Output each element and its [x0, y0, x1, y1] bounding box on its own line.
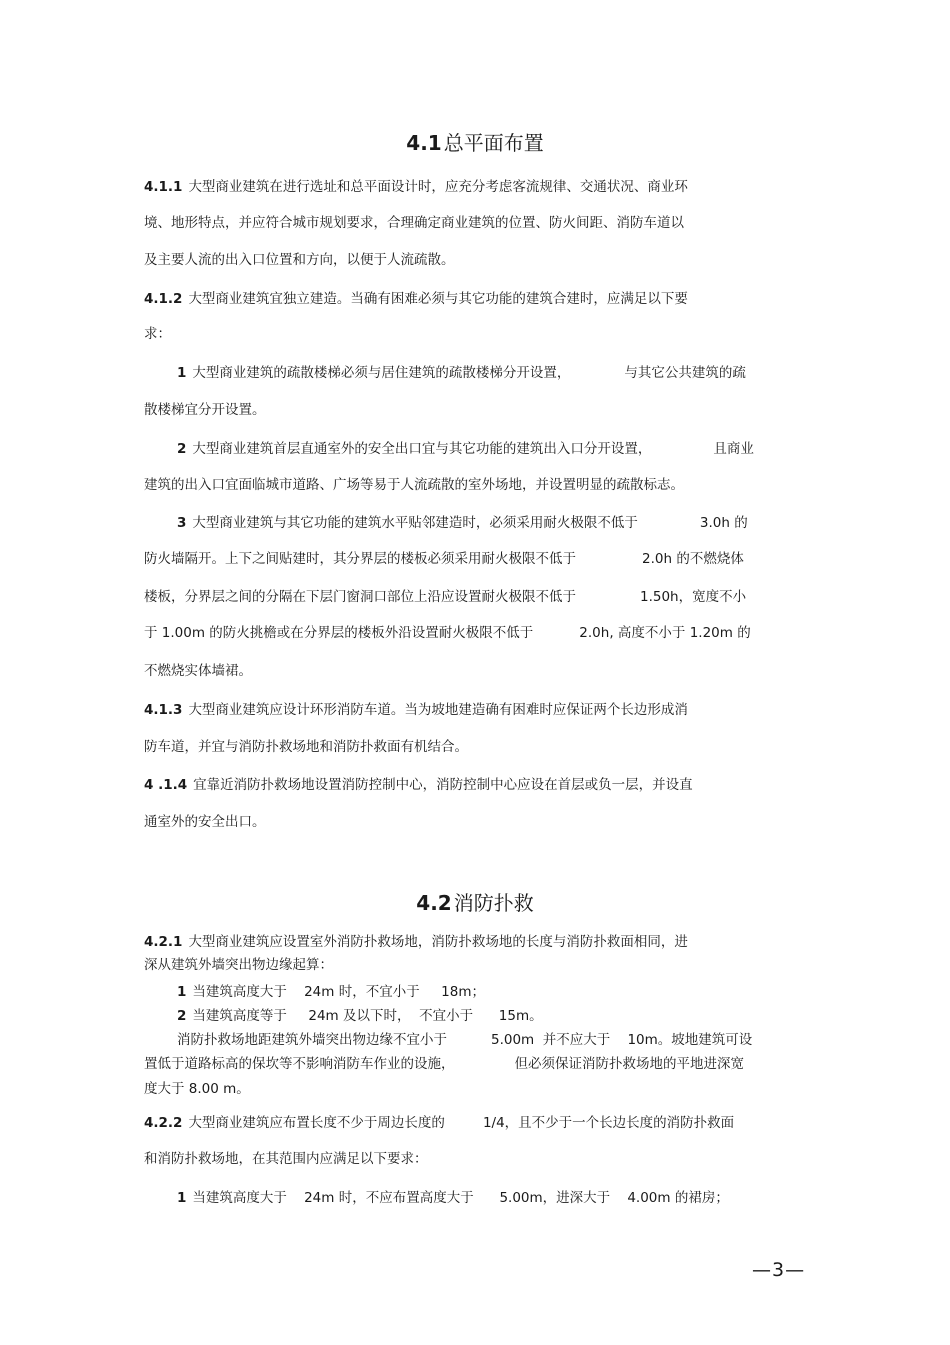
clause-4-2-2-item-1: 1 当建筑高度大于 24m 时，不应布置高度大于 5.00m，进深大于 4.00m 的裙房； — [177, 1190, 729, 1206]
clause-4-2-1-tail-line-3: 度大于 8.00 m。 — [144, 1081, 250, 1097]
clause-4-2-1-item-2: 2 当建筑高度等于 24m 及以下时， 不宜小于 15m。 — [177, 1008, 543, 1024]
section-heading-4-2: 4.2 消防扑救 — [416, 891, 534, 915]
clause-4-1-2-line-1: 4.1.2 大型商业建筑宜独立建造。当确有困难必须与其它功能的建筑合建时，应满足以下要 — [144, 291, 688, 307]
section-heading-4-1: 4.1 总平面布置 — [406, 131, 544, 155]
page-number: —3— — [752, 1259, 806, 1281]
item-3-line-2: 防火墙隔开。上下之间贴建时，其分界层的楼板必须采用耐火极限不低于 2.0h 的不燃烧体 — [144, 551, 744, 567]
clause-4-1-3-line-2: 防车道，并宜与消防扑救场地和消防扑救面有机结合。 — [144, 739, 468, 755]
clause-4-2-2-line-1: 4.2.2 大型商业建筑应布置长度不少于周边长度的 1/4，且不少于一个长边长度的消防扑救面 — [144, 1115, 735, 1131]
clause-4-1-2-line-2: 求： — [144, 326, 171, 342]
clause-4-2-1-line-1: 4.2.1 大型商业建筑应设置室外消防扑救场地，消防扑救场地的长度与消防扑救面相同，进 — [144, 934, 688, 950]
item-3-line-3: 楼板，分界层之间的分隔在下层门窗洞口部位上沿应设置耐火极限不低于 1.50h，宽度不小 — [144, 589, 747, 605]
item-3-line-5: 不燃烧实体墙裙。 — [144, 663, 252, 679]
clause-4-2-1-tail-line-2: 置低于道路标高的保坎等不影响消防车作业的设施， 但必须保证消防扑救场地的平地进深宽 — [144, 1056, 744, 1072]
clause-4-1-1-line-3: 及主要人流的出入口位置和方向，以便于人流疏散。 — [144, 252, 455, 268]
clause-4-1-4-line-1: 4 .1.4 宜靠近消防扑救场地设置消防控制中心，消防控制中心应设在首层或负一层，并设直 — [144, 777, 693, 793]
clause-4-1-1-line-1: 4.1.1 大型商业建筑在进行选址和总平面设计时，应充分考虑客流规律、交通状况、商业环 — [144, 179, 688, 195]
clause-4-2-1-item-1: 1 当建筑高度大于 24m 时，不宜小于 18m； — [177, 984, 485, 1000]
item-3-line-1: 3 大型商业建筑与其它功能的建筑水平贴邻建造时，必须采用耐火极限不低于 3.0h 的 — [177, 515, 748, 531]
item-1-line-1: 1 大型商业建筑的疏散楼梯必须与居住建筑的疏散楼梯分开设置， 与其它公共建筑的疏 — [177, 365, 746, 381]
item-2-line-1: 2 大型商业建筑首层直通室外的安全出口宜与其它功能的建筑出入口分开设置， 且商业 — [177, 441, 754, 457]
item-2-line-2: 建筑的出入口宜面临城市道路、广场等易于人流疏散的室外场地，并设置明显的疏散标志。 — [144, 477, 684, 493]
item-1-line-2: 散楼梯宜分开设置。 — [144, 402, 266, 418]
clause-4-1-1-line-2: 境、地形特点，并应符合城市规划要求，合理确定商业建筑的位置、防火间距、消防车道以 — [144, 215, 684, 231]
clause-4-2-1-line-2: 深从建筑外墙突出物边缘起算： — [144, 957, 333, 973]
item-3-line-4: 于 1.00m 的防火挑檐或在分界层的楼板外沿设置耐火极限不低于 2.0h, 高度不小于 1.20m 的 — [144, 625, 751, 641]
clause-4-2-2-line-2: 和消防扑救场地，在其范围内应满足以下要求： — [144, 1151, 428, 1167]
clause-4-2-1-tail-line-1: 消防扑救场地距建筑外墙突出物边缘不宜小于 5.00m 并不应大于 10m。坡地建筑可设 — [177, 1032, 753, 1048]
clause-4-1-3-line-1: 4.1.3 大型商业建筑应设计环形消防车道。当为坡地建造确有困难时应保证两个长边形成消 — [144, 702, 688, 718]
clause-4-1-4-line-2: 通室外的安全出口。 — [144, 814, 266, 830]
